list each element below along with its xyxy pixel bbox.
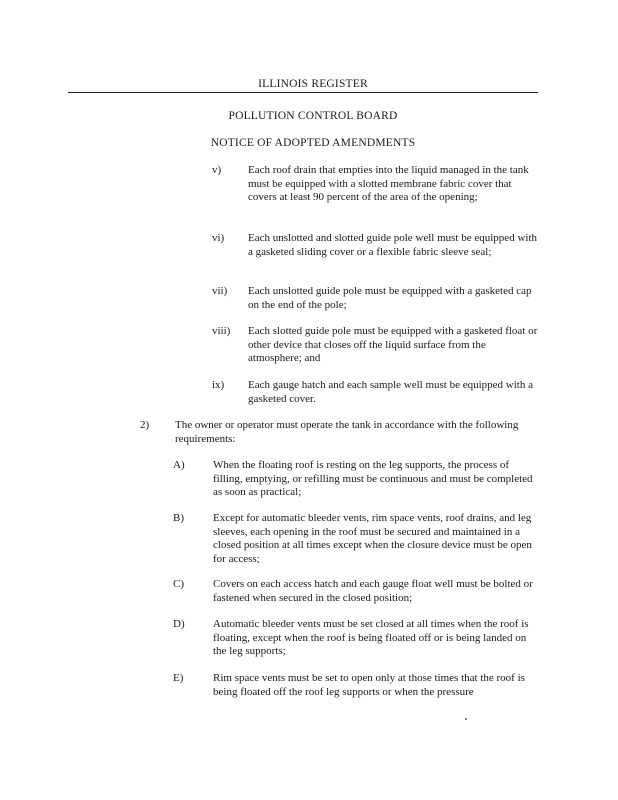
item-label: ix) <box>212 379 225 391</box>
item-text: Each unslotted guide pole must be equipped with a gasketed cap on the end of the pole; <box>248 285 532 311</box>
item-label: B) <box>173 512 184 524</box>
register-title: ILLINOIS REGISTER <box>258 78 368 90</box>
item-text: When the floating roof is resting on the leg supports, the process of filling, emptying, or refilling must be continuous and must be completed as soon as practical; <box>213 459 533 498</box>
item-label: D) <box>173 618 185 630</box>
item-text: Automatic bleeder vents must be set closed at all times when the roof is floating, except when the roof is being floated off or is being landed on the leg supports; <box>213 618 529 657</box>
item-label: 2) <box>140 419 150 431</box>
item-text: Covers on each access hatch and each gauge float well must be bolted or fastened when secured in the closed position; <box>213 578 533 604</box>
item-label: viii) <box>212 325 231 337</box>
board-title: POLLUTION CONTROL BOARD <box>228 110 398 122</box>
item-text: Except for automatic bleeder vents, rim space vents, roof drains, and leg sleeves, each opening in the roof must be secured and maintained in a closed position at all times except when the closure device must be open for access; <box>213 512 532 565</box>
item-label: v) <box>212 164 222 176</box>
header-rule <box>68 92 538 93</box>
item-label: C) <box>173 578 184 590</box>
item-text: Each gauge hatch and each sample well must be equipped with a gasketed cover. <box>248 379 533 405</box>
item-label: vii) <box>212 285 228 297</box>
item-label: vi) <box>212 232 225 244</box>
item-label: E) <box>173 672 184 684</box>
item-text: The owner or operator must operate the tank in accordance with the following requirements: <box>175 419 519 445</box>
item-label: A) <box>173 459 185 471</box>
scan-speck <box>465 718 467 720</box>
item-text: Each unslotted and slotted guide pole well must be equipped with a gasketed sliding cover or a flexible fabric sleeve seal; <box>248 232 537 258</box>
notice-title: NOTICE OF ADOPTED AMENDMENTS <box>210 137 416 149</box>
item-text: Each slotted guide pole must be equipped with a gasketed float or other device that closes off the liquid surface from the atmosphere; and <box>248 325 538 364</box>
item-text: Each roof drain that empties into the liquid managed in the tank must be equipped with a slotted membrane fabric cover that covers at least 90 percent of the area of the opening; <box>248 164 529 203</box>
item-text: Rim space vents must be set to open only at those times that the roof is being floated off the roof leg supports or when the pressure <box>213 672 525 698</box>
